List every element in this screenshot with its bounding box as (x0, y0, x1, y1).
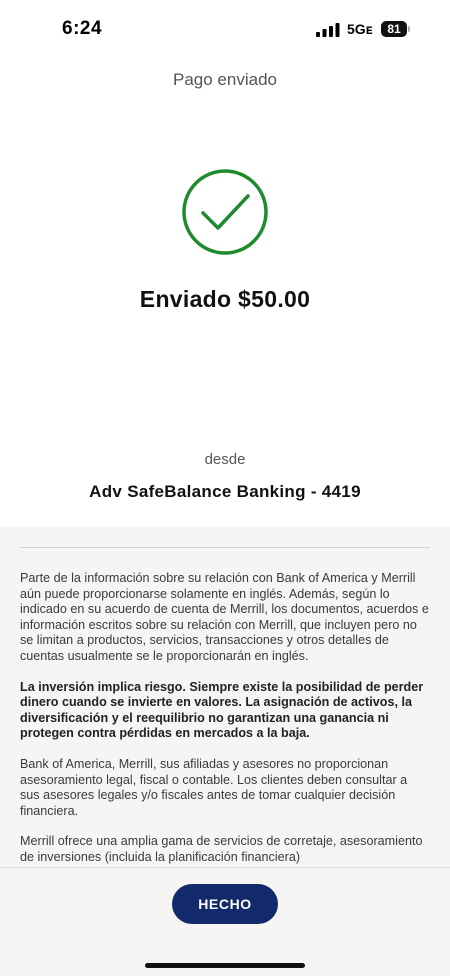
done-button[interactable]: HECHO (172, 884, 278, 924)
from-label: desde (204, 451, 246, 468)
disclosure-text (20, 571, 430, 867)
battery-tip (408, 26, 410, 32)
sent-amount: Enviado $50.00 (139, 286, 311, 312)
network-type: 5Gᴇ (347, 21, 373, 37)
disclosure-paragraph: Bank of America, Merrill, sus afiliadas y asesores no proporcionan asesoramiento legal, fiscal o contable. Los clientes deben consultar a sus asesores legales y/o fiscales antes de tomar cualquier decisión financiera. (20, 756, 408, 818)
status-bar (0, 0, 450, 62)
checkmark-circle-icon (181, 168, 269, 256)
cellular-signal-icon (316, 23, 340, 37)
bottom-bar (0, 867, 450, 976)
battery-icon (381, 21, 407, 37)
battery-level: 81 (387, 22, 401, 36)
risk-disclosure: La inversión implica riesgo. Siempre existe la posibilidad de perder dinero cuando se invierte en valores. La asignación de activos, la diversificación y el reequilibrio no garantizan una ganancia ni protegen contra pérdidas en mercados a la baja. (20, 679, 424, 741)
home-indicator[interactable] (145, 963, 305, 968)
disclosure-panel[interactable] (0, 527, 450, 867)
disclosure-paragraph: Merrill ofrece una amplia gama de servicios de corretaje, asesoramiento de inversiones (incluida la planificación financiera) (20, 834, 423, 864)
status-time: 6:24 (62, 18, 103, 39)
divider (20, 547, 430, 548)
disclosure-paragraph: Parte de la información sobre su relación con Bank of America y Merrill aún puede proporcionarse solamente en inglés. Además, según lo indicado en su acuerdo de cuenta de Merrill, los documentos, acuerdos e información escritos sobre su relación con Merrill, que incluyen pero no se limitan a productos, servicios, transacciones y otros detalles de cuentas usualmente se le proporcionarán en inglés. (20, 571, 429, 663)
source-account: Adv SafeBalance Banking - 4419 (89, 482, 361, 501)
page-title: Pago enviado (173, 70, 277, 89)
